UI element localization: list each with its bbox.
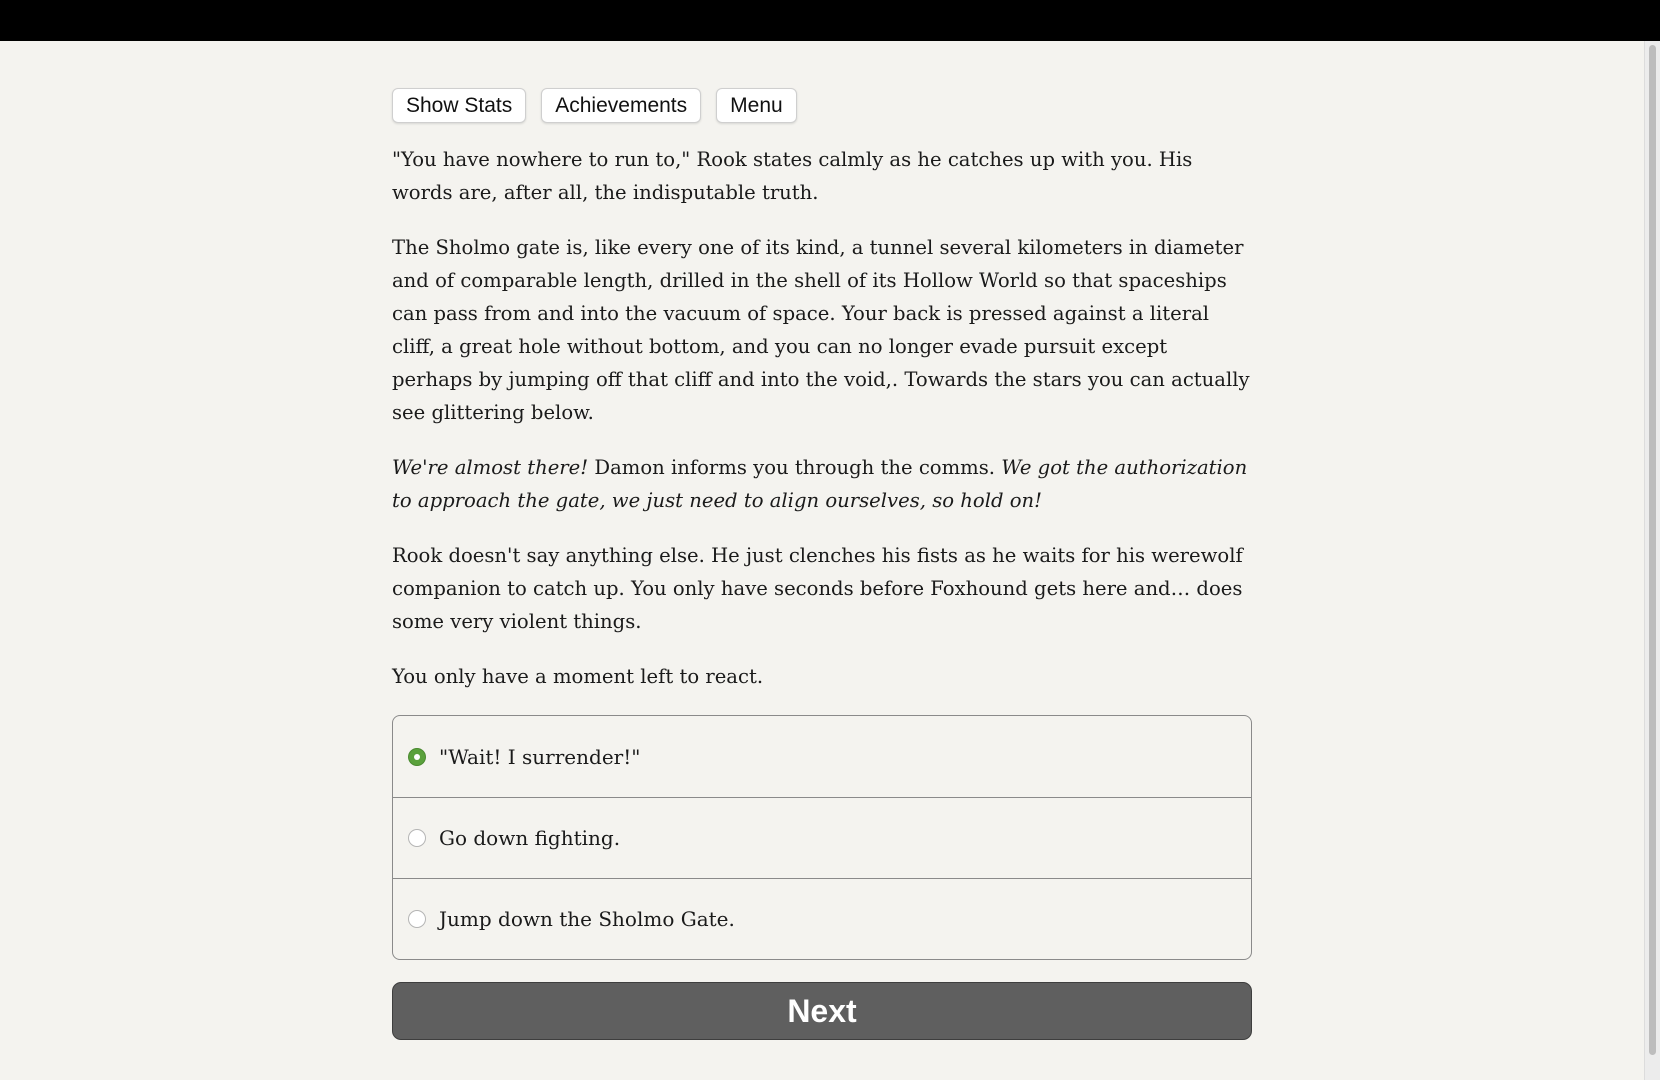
story-text (392, 143, 1252, 693)
radio-button[interactable] (408, 910, 426, 928)
choice-label: "Wait! I surrender!" (439, 744, 641, 769)
choice-option[interactable] (393, 716, 1251, 797)
radio-button-selected[interactable] (408, 748, 426, 766)
choice-label: Jump down the Sholmo Gate. (439, 907, 735, 931)
choice-option[interactable] (393, 878, 1251, 959)
italic-dialogue: We got the authorization to approach the gate, we just need to align ourselves, so hold on! (392, 456, 1248, 512)
scrollbar[interactable] (1644, 41, 1660, 1080)
game-content (392, 88, 1252, 1040)
story-paragraph: "You have nowhere to run to," Rook states calmly as he catches up with you. His words are, after all, the indisputable truth. (392, 148, 1193, 204)
browser-top-bar (0, 0, 1660, 41)
story-paragraph (392, 451, 1252, 517)
choice-label: Go down fighting. (439, 826, 621, 850)
choice-option[interactable] (393, 797, 1251, 878)
narration-text: Damon informs you through the comms. (588, 456, 1002, 479)
achievements-button[interactable]: Achievements (541, 88, 701, 123)
radio-button[interactable] (408, 829, 426, 847)
toolbar (392, 88, 1252, 123)
menu-button[interactable]: Menu (716, 88, 797, 123)
story-paragraph: The Sholmo gate is, like every one of its kind, a tunnel several kilometers in diameter and of comparable length, drilled in the shell of its Hollow World so that spaceships can pass from and into the vacuum of space. Your back is pressed against a literal cliff, a great hole without bottom, and you can no longer evade pursuit except perhaps by jumping off that cliff and into the void,. Towards the stars you can actually see glittering below. (392, 236, 1250, 424)
next-button[interactable]: Next (392, 982, 1252, 1040)
scrollbar-thumb[interactable] (1649, 45, 1656, 1055)
story-paragraph: Rook doesn't say anything else. He just clenches his fists as he waits for his werewolf companion to catch up. You only have seconds before Foxhound gets here and… does some very violent things. (392, 544, 1243, 633)
show-stats-button[interactable]: Show Stats (392, 88, 526, 123)
story-paragraph: You only have a moment left to react. (392, 665, 764, 688)
italic-dialogue: We're almost there! (392, 456, 589, 479)
choice-list (392, 715, 1252, 960)
